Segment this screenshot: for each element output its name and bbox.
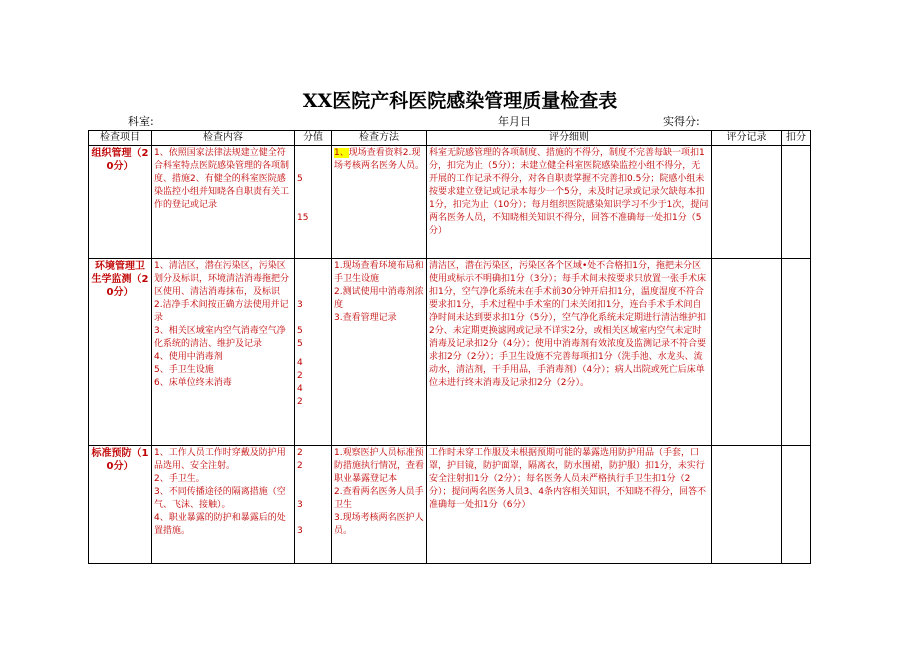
project-cell: 组织管理（20分） xyxy=(89,146,152,259)
content-cell xyxy=(152,259,295,446)
score-cell xyxy=(295,146,332,259)
table-row xyxy=(89,146,811,259)
method-item: 2.测试使用中消毒剂浓度 xyxy=(334,287,424,310)
score-item: 5 xyxy=(297,326,303,336)
table-row xyxy=(89,446,811,564)
header-project: 检查项目 xyxy=(89,131,152,146)
content-cell xyxy=(152,446,295,564)
score-label: 实得分: xyxy=(663,115,700,128)
content-item: 5、手卫生设施 xyxy=(154,365,214,375)
method-item: 1.现场查看环境布局和手卫生设施 xyxy=(334,261,424,284)
date-label: 年月日 xyxy=(498,115,531,128)
score-item: 5 xyxy=(297,174,303,184)
content-item: 6、床单位终末消毒 xyxy=(154,378,232,388)
content-item: 2、手卫生。 xyxy=(154,474,205,484)
inspection-table xyxy=(88,130,811,564)
rules-cell: 科室无院感管理的各项制度、措施的不得分，制度不完善每缺一项扣1分，扣完为止（5分）；未建立健全科室医院感染监控小组不得分，无开展的工作记录不得分，对各自职责掌握不完善扣0.5分；院感小组未按要求建立登记或记录本每少一个5分，未及时记录或记录欠缺每本扣1分，扣完为止（10分）；每月组织医院感染知识学习不少于1次，提问两名医务人员，不知晓相关知识不得分，回答不准确每一处扣1分（5分） xyxy=(427,146,712,259)
page-title: XX医院产科医院感染管理质量检查表 xyxy=(302,90,618,112)
score-item: 4 xyxy=(297,384,303,394)
header-method: 检查方法 xyxy=(332,131,427,146)
header-content: 检查内容 xyxy=(152,131,295,146)
content-cell xyxy=(152,146,295,259)
rules-cell: 工作时未穿工作服及未根据预期可能的暴露选用防护用品（手套，口罩，护目镜，防护面罩，隔离衣，防水围裙，防护服）扣1分，未实行安全注射扣1分（2分）；每名医务人员未严格执行手卫生扣1分（2分）；提问两名医务人员3、4条内容相关知识，不知晓不得分，回答不准确每一处扣1分（6分） xyxy=(427,446,712,564)
score-item: 4 xyxy=(297,358,303,368)
record-cell[interactable] xyxy=(712,259,782,446)
deduct-cell[interactable] xyxy=(782,446,811,564)
method-item: 3.查看管理记录 xyxy=(334,313,397,323)
deduct-cell[interactable] xyxy=(782,146,811,259)
method-item: 3.现场考核两名医护人员。 xyxy=(334,513,424,536)
method-cell xyxy=(332,259,427,446)
header-deduct: 扣分 xyxy=(782,131,811,146)
header-rules: 评分细则 xyxy=(427,131,712,146)
score-item: 15 xyxy=(297,213,309,223)
method-item: 2.查看两名医务人员手卫生 xyxy=(334,487,424,510)
content-item: 3、相关区域室内空气消毒空气净化系统的清洁、维护及记录 xyxy=(154,326,286,349)
score-item: 3 xyxy=(297,526,303,536)
score-item: 2 xyxy=(297,461,303,471)
method-cell xyxy=(332,146,427,259)
content-item: 4、职业暴露的防护和暴露后的处置措施。 xyxy=(154,513,286,536)
score-cell xyxy=(295,446,332,564)
header-row xyxy=(89,131,811,146)
content-item: 2.洁净手术间按正确方法使用并记录 xyxy=(154,300,289,323)
table-row xyxy=(89,259,811,446)
method-cell xyxy=(332,446,427,564)
content-item: 1、工作人员工作时穿戴及防护用品选用、安全注射。 xyxy=(154,448,286,471)
content-item: 4、使用中消毒剂 xyxy=(154,352,223,362)
method-highlight: 1、 xyxy=(334,148,349,158)
content-item: 3、不同传播途径的隔离措施（空气、飞沫、接触）。 xyxy=(154,487,286,510)
header-record: 评分记录 xyxy=(712,131,782,146)
record-cell[interactable] xyxy=(712,446,782,564)
score-item: 2 xyxy=(297,448,303,458)
dept-label: 科室: xyxy=(128,115,154,128)
rules-cell: 清洁区，潜在污染区，污染区各个区域•处不合格扣1分，拖把未分区使用或标示不明确扣1分（3分）；每手术间未按要求只放置一张手术床扣1分，空气净化系统未在手术前30分钟开启扣1分，温度湿度不符合要求扣1分，手术过程中手术室的门未关闭扣1分，连台手术手术间自净时间未达到要求扣1分（5分），空气净化系统未定期进行清洁维护扣2分、未定期更换滤网或记录不详实2分，或相关区域室内空气未定时消毒及记录扣2分（4分）；使用中消毒剂有效浓度及监测记录不符合要求扣2分（2分）；手卫生设施不完善每项扣1分（洗手池、水龙头、流动水，清洁剂，干手用品，手消毒剂）（4分）；病人出院或死亡后床单位未进行终末消毒及记录扣2分（2分）。 xyxy=(427,259,712,446)
score-item: 3 xyxy=(297,500,303,510)
header-score: 分值 xyxy=(295,131,332,146)
score-cell xyxy=(295,259,332,446)
project-cell: 环境管理卫生学监测（20分） xyxy=(89,259,152,446)
content-item: 1、清洁区，潜在污染区，污染区划分及标识，环境清洁消毒拖把分区使用、清洁消毒抹布，及标识 xyxy=(154,261,290,297)
deduct-cell[interactable] xyxy=(782,259,811,446)
score-item: 2 xyxy=(297,397,303,407)
score-item: 5 xyxy=(297,339,303,349)
score-item: 3 xyxy=(297,300,303,310)
project-cell: 标准预防（10分） xyxy=(89,446,152,564)
method-item: 1.观察医护人员标准预防措施执行情况，查看职业暴露登记本 xyxy=(334,448,425,484)
record-cell[interactable] xyxy=(712,146,782,259)
content-item: 1、依照国家法律法规建立健全符合科室特点医院感染管理的各项制度、措施2、有健全的科室医院感染监控小组并知晓各自职责有关工作的登记或记录 xyxy=(154,148,290,210)
method-text: 现场查看资料2.现场考核两名医务人员。 xyxy=(334,148,425,171)
score-item: 2 xyxy=(297,371,303,381)
